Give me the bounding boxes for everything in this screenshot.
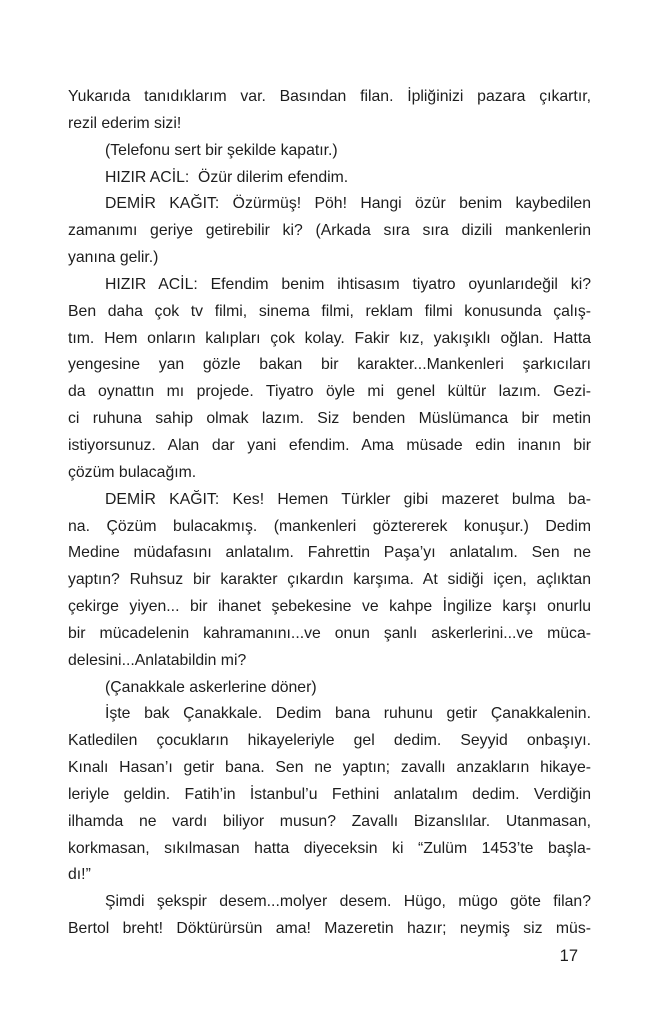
text-line: Yukarıda tanıdıklarım var. Basından filan. İpliğinizi pazara çıkartır,: [68, 88, 591, 105]
text-line: HIZIR ACİL: Özür dilerim efendim.: [105, 168, 349, 186]
text-line: Medine müdafasını anlatalım. Fahrettin Paşa’yı anlatalım. Sen ne: [68, 544, 591, 562]
text-line: da oynattın mı projede. Tiyatro öyle mi genel kültür lazım. Gezi-: [68, 383, 591, 401]
text-line: Ben daha çok tv filmi, sinema filmi, reklam filmi konusunda çalış-: [68, 302, 591, 320]
text-line: DEMİR KAĞIT: Kes! Hemen Türkler gibi mazeret bulma ba-: [105, 490, 591, 508]
text-line: HIZIR ACİL: Efendim benim ihtisasım tiyatro oyunlarıdeğil ki?: [105, 275, 591, 293]
text-line: İşte bak Çanakkale. Dedim bana ruhunu getir Çanakkalenin.: [105, 705, 591, 723]
text-line: bir mücadelenin kahramanını...ve onun şanlı askerlerini...ve müca-: [68, 624, 591, 642]
text-block: [68, 84, 591, 943]
text-line: ci ruhuna sahip olmak lazım. Siz benden Müslümanca bir metin: [68, 410, 591, 428]
text-line: Şimdi şekspir desem...molyer desem. Hügo, mügo göte filan?: [105, 893, 591, 911]
text-line: yengesine yan gözle bakan bir karakter...Mankenleri şarkıcıları: [68, 356, 591, 374]
text-line: DEMİR KAĞIT: Özürmüş! Pöh! Hangi özür benim kaybedilen: [105, 195, 591, 213]
text-line: (Telefonu sert bir şekilde kapatır.): [105, 141, 338, 159]
text-line: (Çanakkale askerlerine döner): [105, 678, 317, 696]
text-line: tım. Hem onların kalıpları çok kolay. Fakir kız, yakışıklı oğlan. Hatta: [68, 329, 591, 347]
text-line: istiyorsunuz. Alan dar yani efendim. Ama müsade edin inanın bir: [68, 436, 591, 454]
page-number: 17: [559, 947, 578, 965]
text-line: Kınalı Hasan’ı getir bana. Sen ne yaptın; zavallı anzakların hikaye-: [68, 759, 591, 777]
text-line: korkmasan, sıkılmasan hatta diyeceksin ki “Zulüm 1453’te başla-: [68, 839, 591, 857]
text-line: çözüm bulacağım.: [68, 463, 197, 481]
text-line: yanına gelir.): [68, 249, 159, 267]
text-line: zamanımı geriye getirebilir ki? (Arkada sıra sıra dizili mankenlerin: [68, 222, 591, 240]
text-line: delesini...Anlatabildin mi?: [68, 651, 247, 669]
text-line: Bertol breht! Döktürürsün ama! Mazeretin hazır; neymiş siz müs-: [68, 920, 591, 938]
text-line: rezil ederim sizi!: [68, 114, 182, 132]
text-line: leriyle geldin. Fatih’in İstanbul’u Fethini anlatalım dedim. Verdiğin: [68, 785, 591, 803]
text-line: yaptın? Ruhsuz bir karakter çıkardın karşıma. At sidiği içen, açlıktan: [68, 571, 591, 589]
text-line: Katledilen çocukların hikayeleriyle gel dedim. Seyyid onbaşıyı.: [68, 732, 591, 750]
text-line: çekirge yiyen... bir ihanet şebekesine ve kahpe İngilize karşı onurlu: [68, 598, 591, 616]
text-line: dı!”: [68, 866, 91, 884]
text-line: ilhamda ne vardı biliyor musun? Zavallı Bizanslılar. Utanmasan,: [68, 812, 591, 830]
text-line: na. Çözüm bulacakmış. (mankenleri göztererek konuşur.) Dedim: [68, 517, 591, 535]
